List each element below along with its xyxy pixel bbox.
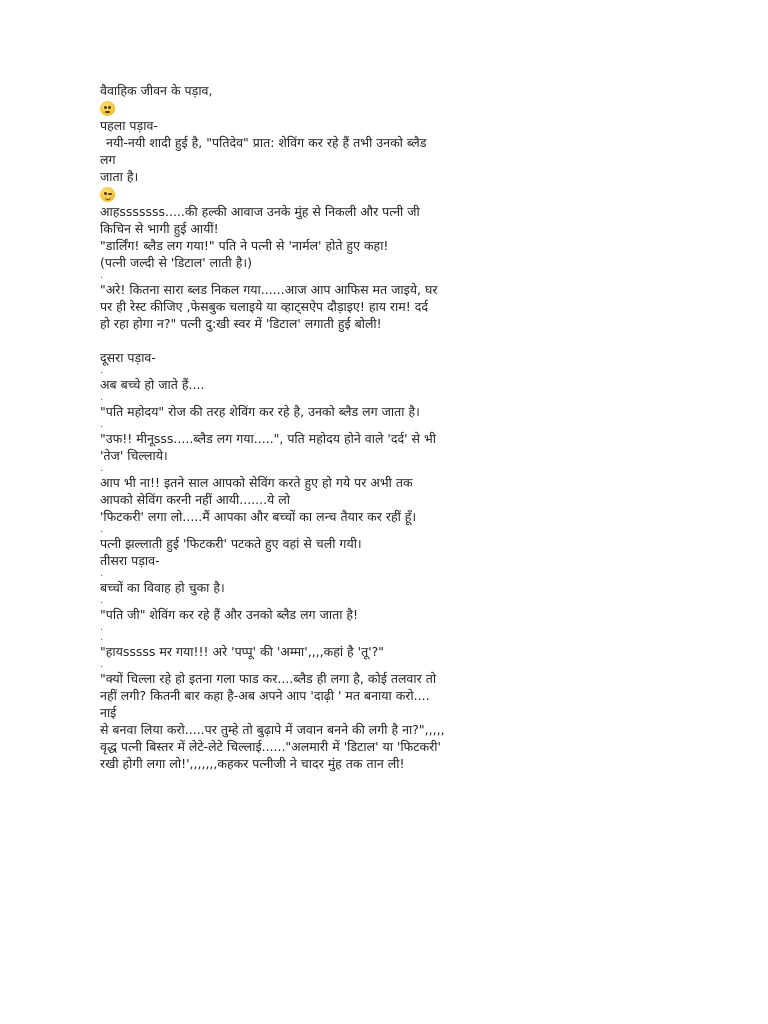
paragraph-line: "क्यों चिल्ला रहे हो इतना गला फाड कर....ब्लैड ही लगा है, कोई तलवार तो: [100, 671, 437, 686]
separator-dot: .: [100, 622, 104, 633]
paragraph-line: बच्चों का विवाह हो चुका है।: [100, 580, 225, 595]
paragraph-line: आप भी ना!! इतने साल आपको सेविंग करते हुए हो गये पर अभी तक: [100, 475, 413, 490]
paragraph-line: "पति महोदय" रोज की तरह शेविंग कर रहे है, उनको ब्लैड लग जाता है।: [100, 404, 420, 419]
paragraph-line: नयी-नयी शादी हुई है, "पतिदेव" प्रात: शेविंग कर रहे हैं तभी उनको ब्लैड: [106, 135, 427, 150]
document-body: [100, 82, 510, 772]
document-title: वैवाहिक जीवन के पड़ाव,: [100, 83, 213, 98]
section2-heading: दूसरा पड़ाव-: [100, 350, 156, 365]
separator-dot: .: [100, 392, 104, 403]
separator-dot: .: [100, 463, 104, 474]
paragraph-line: आहsssssss.....की हल्की आवाज उनके मुंह से निकली और पत्नी जी: [100, 204, 420, 219]
separator-dot: .: [100, 659, 104, 670]
paragraph-line: 'तेज' चिल्लाये।: [100, 448, 168, 463]
paragraph-line: "उफ!! मीनूsss.....ब्लैड लग गया.....", पति महोदय होने वाले 'दर्द' से भी: [100, 431, 436, 446]
paragraph-line: "पति जी" शेविंग कर रहे हैं और उनको ब्लैड लग जाता है!: [100, 607, 359, 622]
paragraph-line: अब बच्चे हो जाते हैं....: [100, 377, 205, 392]
winking-face-icon: [100, 187, 115, 202]
paragraph-line: जाता है।: [100, 169, 139, 184]
rolling-eyes-face-icon: [100, 101, 115, 116]
separator-dot: .: [100, 632, 104, 643]
separator-dot: .: [100, 524, 104, 535]
paragraph-line: "डार्लिंग! ब्लैड लग गया!" पति ने पत्नी से 'नार्मल' होते हुए कहा!: [100, 238, 389, 253]
paragraph-line: से बनवा लिया करो.....पर तुम्हे तो बुढ़ापे में जवान बनने की लगी है ना?",,,,,: [100, 722, 445, 737]
section1-heading: पहला पड़ाव-: [100, 118, 158, 133]
paragraph-line: आपको सेविंग करनी नहीं आयी.......ये लो: [100, 492, 290, 507]
paragraph-line: नाई: [100, 705, 117, 720]
separator-dot: .: [100, 419, 104, 430]
paragraph-line: (पत्नी जल्दी से 'डिटाल' लाती है।): [100, 255, 252, 270]
paragraph-line: "अरे! कितना सारा ब्लड निकल गया......आज आप आफिस मत जाइये, घर: [100, 282, 438, 297]
separator-dot: .: [100, 365, 104, 376]
paragraph-line: "हायsssss मर गया!!! अरे 'पप्पू' की 'अम्मा',,,,कहां है 'तू'?": [100, 644, 385, 659]
separator-dot: .: [100, 568, 104, 579]
paragraph-line: वृद्ध पत्नी बिस्तर में लेटे-लेटे चिल्लाई......"अलमारी में 'डिटाल' या 'फिटकरी': [100, 739, 441, 754]
paragraph-line: नहीं लगी? कितनी बार कहा है-अब अपने आप 'दाढ़ी ' मत बनाया करो....: [100, 688, 430, 703]
separator-dot: .: [100, 595, 104, 606]
paragraph-line: रखी होगी लगा लो!',,,,,,,कहकर पत्नीजी ने चादर मुंह तक तान ली!: [100, 756, 405, 771]
paragraph-line: पर ही रेस्ट कीजिए ,फेसबुक चलाइये या व्हाट्सऐप दौड़ाइए! हाय राम! दर्द: [100, 299, 429, 314]
paragraph-line: पत्नी झल्लाती हुई 'फिटकरी' पटकते हुए वहां से चली गयी।: [100, 536, 362, 551]
paragraph-line: किचिन से भागी हुई आयीं!: [100, 221, 219, 236]
paragraph-line: लग: [100, 152, 116, 167]
paragraph-line: 'फिटकरी' लगा लो.....मैं आपका और बच्चों का लन्च तैयार कर रहीं हूँ।: [100, 509, 417, 524]
paragraph-line: हो रहा होगा न?" पत्नी दु:खी स्वर में 'डिटाल' लगाती हुई बोली!: [100, 316, 382, 331]
section3-heading: तीसरा पड़ाव-: [100, 553, 160, 568]
separator-dot: .: [100, 270, 104, 281]
